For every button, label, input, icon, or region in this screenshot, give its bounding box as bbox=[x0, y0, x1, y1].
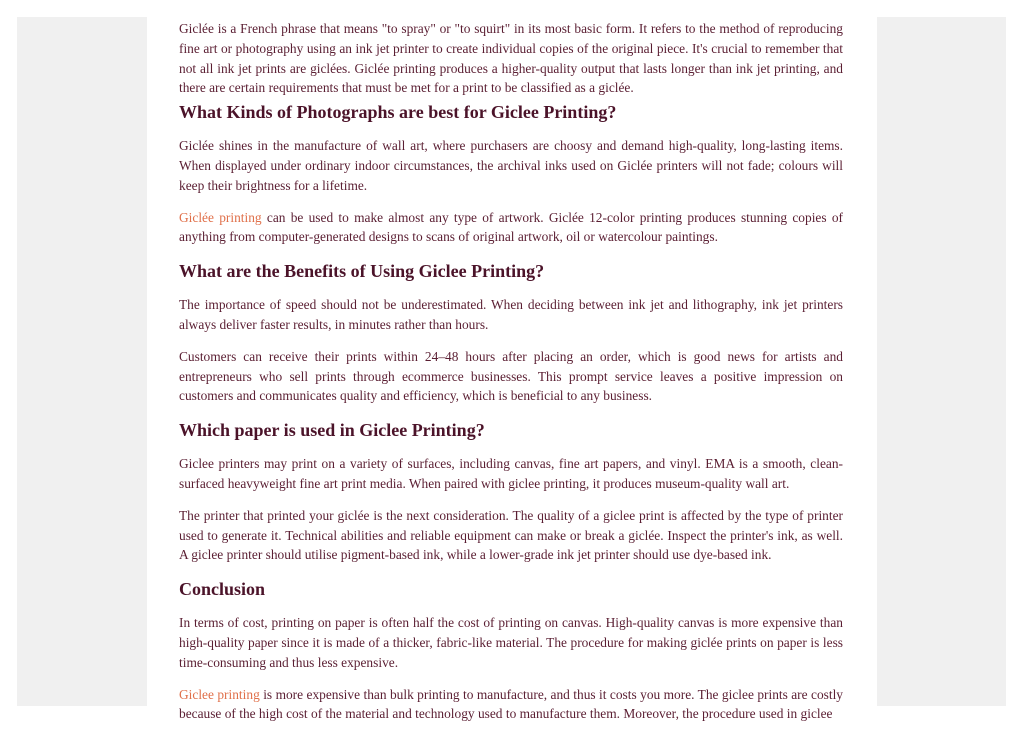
giclee-printing-link[interactable]: Giclée printing bbox=[179, 209, 262, 225]
section-heading-conclusion: Conclusion bbox=[179, 579, 266, 600]
intro-paragraph: Giclée is a French phrase that means "to spray" or "to squirt" in its most basic form. It refers to the method of reproducing fine art or photography using an ink jet printer to create individual copies of the original piece. It's crucial to remember that not all ink jet prints are giclées. Giclée printing produces a higher-quality output that lasts longer than ink jet printing, and there are certain requirements that must be met for a print to be classified as a giclée. bbox=[179, 21, 843, 96]
giclee-printing-link-2[interactable]: Giclee printing bbox=[179, 686, 260, 702]
paragraph-wall-art: Giclée shines in the manufacture of wall art, where purchasers are choosy and demand high-quality, long-lasting items. When displayed under ordinary indoor circumstances, the archival inks used on Giclée printers will not fade; colours will keep their brightness for a lifetime. bbox=[179, 138, 843, 193]
paragraph-expense bbox=[179, 685, 843, 725]
section-heading-benefits: What are the Benefits of Using Giclee Printing? bbox=[179, 261, 545, 282]
paragraph-cost: In terms of cost, printing on paper is often half the cost of printing on canvas. High-quality canvas is more expensive than high-quality paper since it is made of a thicker, fabric-like material. The procedure for making giclée prints on paper is less time-consuming and thus less expensive. bbox=[179, 615, 843, 670]
section-heading-photographs: What Kinds of Photographs are best for Giclee Printing? bbox=[179, 102, 617, 123]
paragraph-surfaces: Giclee printers may print on a variety of surfaces, including canvas, fine art papers, and vinyl. EMA is a smooth, clean-surfaced heavyweight fine art print media. When paired with giclee printing, it produces museum-quality wall art. bbox=[179, 456, 843, 491]
article-page bbox=[147, 17, 877, 722]
paragraph-printer: The printer that printed your giclée is the next consideration. The quality of a giclee print is affected by the type of printer used to generate it. Technical abilities and reliable equipment can make or break a giclée. Inspect the printer's ink, as well. A giclee printer should utilise pigment-based ink, while a lower-grade ink jet printer should use dye-based ink. bbox=[179, 507, 843, 563]
paragraph-speed: The importance of speed should not be underestimated. When deciding between ink jet and lithography, ink jet printers always deliver faster results, in minutes rather than hours. bbox=[179, 297, 843, 332]
paragraph-artwork-types bbox=[179, 208, 843, 248]
section-heading-paper: Which paper is used in Giclee Printing? bbox=[179, 420, 485, 441]
paragraph-text: is more expensive than bulk printing to manufacture, and thus it costs you more. The giclee prints are costly because of the high cost of the material and technology used to manufacture them. Moreover, the procedure used in giclee bbox=[179, 686, 843, 722]
paragraph-delivery: Customers can receive their prints within 24–48 hours after placing an order, which is good news for artists and entrepreneurs who sell prints through ecommerce businesses. This prompt service leaves a positive impression on customers and communicates quality and efficiency, which is beneficial to any business. bbox=[179, 348, 843, 404]
paragraph-text: can be used to make almost any type of artwork. Giclée 12-color printing produces stunning copies of anything from computer-generated designs to scans of original artwork, oil or watercolour paintings. bbox=[179, 209, 843, 245]
page-background bbox=[17, 17, 1006, 722]
article-content bbox=[179, 19, 843, 736]
